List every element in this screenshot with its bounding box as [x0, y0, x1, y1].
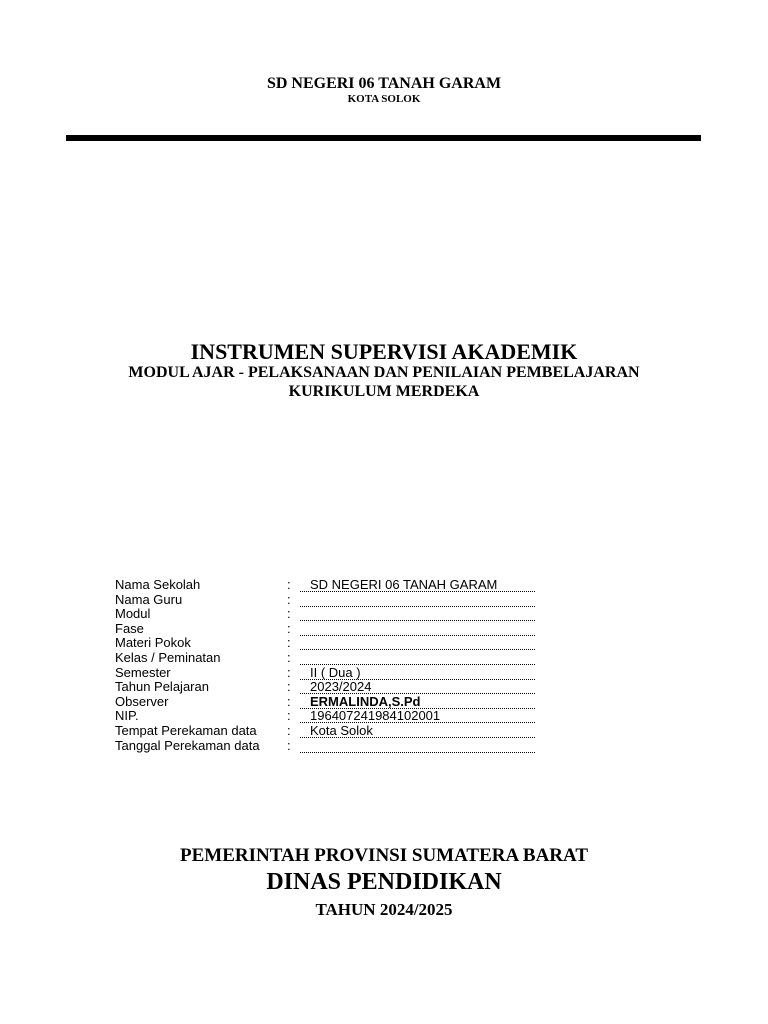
info-label: Nama Sekolah	[115, 577, 201, 592]
info-value-field[interactable]: 2023/2024	[300, 680, 535, 694]
document-title: INSTRUMEN SUPERVISI AKADEMIK	[190, 339, 578, 364]
info-separator: :	[287, 737, 291, 753]
info-label: Modul	[115, 606, 151, 622]
info-value-field[interactable]: II ( Dua )	[300, 666, 535, 680]
info-separator: :	[287, 693, 291, 709]
info-label: Kelas / Peminatan	[115, 649, 221, 665]
info-value-field[interactable]	[300, 622, 535, 636]
info-label: Tanggal Perekaman data	[115, 737, 260, 753]
school-name: SD NEGERI 06 TANAH GARAM	[266, 75, 502, 92]
info-label: Tahun Pelajaran	[115, 679, 209, 695]
info-label: Semester	[115, 664, 171, 680]
info-value-field[interactable]: 196407241984102001	[300, 709, 535, 723]
info-separator: :	[287, 649, 291, 665]
info-separator: :	[287, 606, 291, 622]
info-separator: :	[287, 577, 291, 592]
footer-year: TAHUN 2024/2025	[315, 900, 453, 919]
info-value-field[interactable]	[300, 636, 535, 650]
footer-department: DINAS PENDIDIKAN	[266, 869, 502, 895]
info-value-field[interactable]	[300, 593, 535, 607]
info-separator: :	[287, 708, 291, 724]
info-value-field[interactable]	[300, 607, 535, 621]
info-label: NIP.	[115, 708, 139, 724]
footer-government: PEMERINTAH PROVINSI SUMATERA BARAT	[179, 845, 588, 866]
document-subtitle-line1: MODUL AJAR - PELAKSANAAN DAN PENILAIAN PEMBELAJARAN	[128, 364, 640, 381]
info-separator: :	[287, 664, 291, 680]
info-separator: :	[287, 591, 291, 607]
info-value-field[interactable]	[300, 651, 535, 665]
info-label: Observer	[115, 693, 169, 709]
info-label: Fase	[115, 620, 144, 636]
info-value-field[interactable]: Kota Solok	[300, 724, 535, 738]
city-name: KOTA SOLOK	[347, 93, 421, 105]
info-value-field[interactable]: ERMALINDA,S.Pd	[300, 695, 535, 709]
info-label: Materi Pokok	[115, 635, 191, 651]
info-separator: :	[287, 722, 291, 738]
info-label: Tempat Perekaman data	[115, 722, 257, 738]
document-subtitle-line2: KURIKULUM MERDEKA	[288, 383, 480, 400]
info-separator: :	[287, 679, 291, 695]
info-separator: :	[287, 620, 291, 636]
info-value-field[interactable]: SD NEGERI 06 TANAH GARAM	[300, 578, 535, 592]
header-divider	[66, 135, 701, 141]
info-value-field[interactable]	[300, 739, 535, 753]
info-label: Nama Guru	[115, 591, 183, 607]
info-separator: :	[287, 635, 291, 651]
